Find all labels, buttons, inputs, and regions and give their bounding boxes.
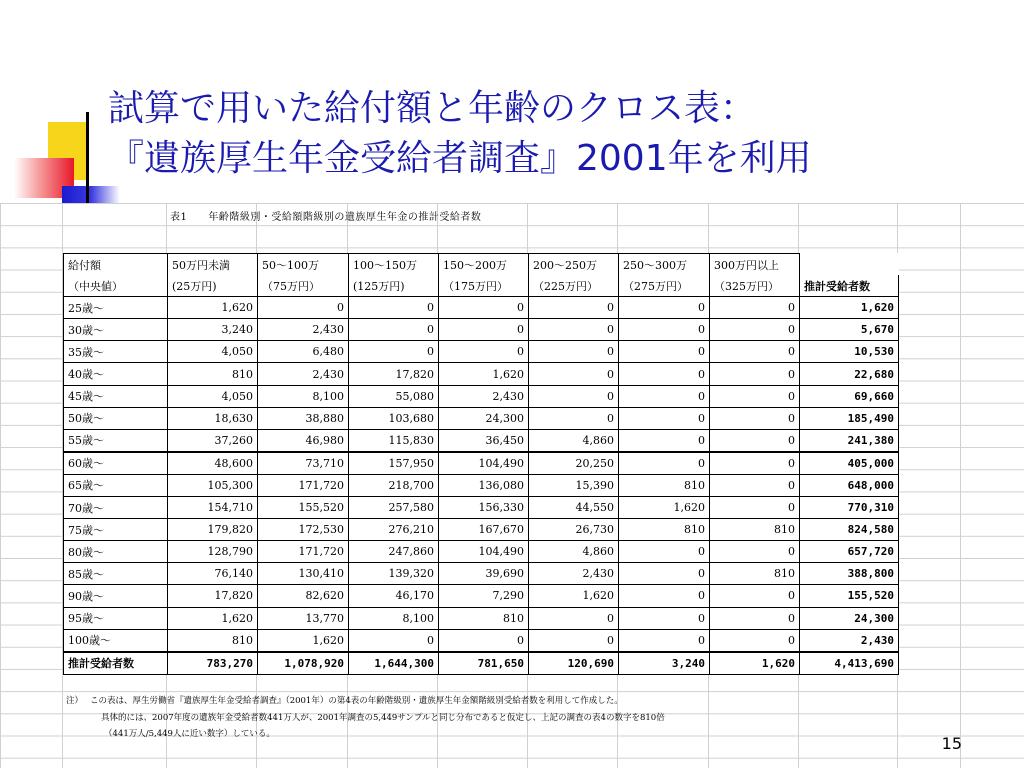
table-cell: 0 (439, 297, 529, 319)
table-row (64, 341, 899, 363)
table-cell: 810 (168, 629, 258, 652)
table-cell: 6,480 (258, 341, 349, 363)
table-cell: 104,490 (439, 452, 529, 475)
table-cell: 0 (619, 341, 710, 363)
table-cell: 120,690 (529, 652, 619, 675)
table-cell: 810 (439, 607, 529, 629)
table-row (64, 474, 899, 496)
data-table-body (64, 254, 899, 675)
table-cell: 17,820 (349, 363, 439, 385)
row-total: 155,520 (800, 585, 899, 607)
column-header: (125万円) (349, 275, 439, 297)
table-cell: 44,550 (529, 497, 619, 519)
table-cell: 8,100 (349, 607, 439, 629)
table-cell: 20,250 (529, 452, 619, 475)
column-header: 200～250万 (529, 254, 619, 276)
table-cell: 0 (439, 629, 529, 652)
table-cell: 276,210 (349, 519, 439, 541)
table-cell: 46,170 (349, 585, 439, 607)
row-total: 241,380 (800, 429, 899, 452)
table-cell: 0 (710, 297, 800, 319)
row-label: 35歳～ (64, 341, 168, 363)
row-total: 185,490 (800, 407, 899, 429)
table-cell: 3,240 (619, 652, 710, 675)
table-cell: 179,820 (168, 519, 258, 541)
row-total: 1,620 (800, 297, 899, 319)
table-cell: 0 (529, 385, 619, 407)
table-cell: 810 (168, 363, 258, 385)
table-cell: 218,700 (349, 474, 439, 496)
row-label: 95歳～ (64, 607, 168, 629)
table-cell: 1,620 (168, 297, 258, 319)
column-header: 50万円未満 (168, 254, 258, 276)
table-cell: 0 (710, 341, 800, 363)
table-cell: 0 (710, 319, 800, 341)
table-cell: 0 (710, 452, 800, 475)
row-total: 770,310 (800, 497, 899, 519)
table-cell: 0 (710, 407, 800, 429)
row-total: 648,000 (800, 474, 899, 496)
table-row (64, 629, 899, 652)
row-total: 388,800 (800, 563, 899, 585)
table-cell: 115,830 (349, 429, 439, 452)
table-cell: 0 (619, 541, 710, 563)
table-cell: 0 (710, 541, 800, 563)
table-cell: 103,680 (349, 407, 439, 429)
row-label: 30歳～ (64, 319, 168, 341)
column-header: 250～300万 (619, 254, 710, 276)
table-cell: 48,600 (168, 452, 258, 475)
table-row (64, 319, 899, 341)
table-row (64, 607, 899, 629)
table-cell: 167,670 (439, 519, 529, 541)
table-cell: 1,078,920 (258, 652, 349, 675)
table-row (64, 297, 899, 319)
table-cell: 157,950 (349, 452, 439, 475)
table-cell: 172,530 (258, 519, 349, 541)
slide-title-line-1: 試算で用いた給付額と年齢のクロス表： (108, 88, 757, 129)
table-cell: 0 (439, 319, 529, 341)
row-total: 824,580 (800, 519, 899, 541)
table-cell: 24,300 (439, 407, 529, 429)
row-label: 70歳～ (64, 497, 168, 519)
table-cell: 39,690 (439, 563, 529, 585)
table-cell: 36,450 (439, 429, 529, 452)
table-cell: 4,860 (529, 541, 619, 563)
total-row (64, 652, 899, 675)
row-total: 2,430 (800, 629, 899, 652)
table-cell: 4,860 (529, 429, 619, 452)
column-header: （225万円） (529, 275, 619, 297)
table-cell: 15,390 (529, 474, 619, 496)
table-cell: 0 (710, 429, 800, 452)
table-cell: 0 (349, 297, 439, 319)
column-header: （75万円） (258, 275, 349, 297)
table-cell: 0 (619, 363, 710, 385)
table-cell: 128,790 (168, 541, 258, 563)
row-label: 40歳～ (64, 363, 168, 385)
table-cell: 257,580 (349, 497, 439, 519)
table-cell: 0 (619, 319, 710, 341)
table-cell: 154,710 (168, 497, 258, 519)
row-label: 50歳～ (64, 407, 168, 429)
table-cell: 155,520 (258, 497, 349, 519)
table-cell: 156,330 (439, 497, 529, 519)
table-row (64, 497, 899, 519)
table-cell: 136,080 (439, 474, 529, 496)
table-cell: 0 (710, 363, 800, 385)
table-cell: 130,410 (258, 563, 349, 585)
table-cell: 4,050 (168, 385, 258, 407)
table-cell: 139,320 (349, 563, 439, 585)
table-cell: 0 (529, 341, 619, 363)
column-header: （325万円） (710, 275, 800, 297)
row-total: 405,000 (800, 452, 899, 475)
column-header: （275万円） (619, 275, 710, 297)
table-cell: 1,620 (529, 585, 619, 607)
table-caption: 表1 年齢階級別・受給額階級別の遺族厚生年金の推計受給者数 (170, 212, 482, 223)
table-cell: 0 (619, 452, 710, 475)
table-cell: 810 (619, 519, 710, 541)
table-cell: 4,050 (168, 341, 258, 363)
slide-title (108, 84, 1008, 184)
table-cell: 37,260 (168, 429, 258, 452)
row-total: 657,720 (800, 541, 899, 563)
row-label: 65歳～ (64, 474, 168, 496)
table-row (64, 452, 899, 475)
table-cell: 26,730 (529, 519, 619, 541)
table-cell: 781,650 (439, 652, 529, 675)
row-total: 4,413,690 (800, 652, 899, 675)
row-label: 45歳～ (64, 385, 168, 407)
table-cell: 0 (439, 341, 529, 363)
table-row (64, 363, 899, 385)
column-header: （175万円） (439, 275, 529, 297)
row-total: 24,300 (800, 607, 899, 629)
table-cell: 76,140 (168, 563, 258, 585)
table-row (64, 541, 899, 563)
table-cell: 810 (710, 563, 800, 585)
table-cell: 17,820 (168, 585, 258, 607)
table-row (64, 429, 899, 452)
table-cell: 7,290 (439, 585, 529, 607)
table-cell: 0 (710, 474, 800, 496)
column-header (800, 254, 899, 276)
table-row (64, 385, 899, 407)
table-cell: 46,980 (258, 429, 349, 452)
table-cell: 0 (349, 341, 439, 363)
table-cell: 0 (619, 585, 710, 607)
header-row (64, 254, 899, 276)
column-header: 推計受給者数 (800, 275, 899, 297)
table-cell: 0 (710, 629, 800, 652)
row-label: 80歳～ (64, 541, 168, 563)
table-cell: 810 (710, 519, 800, 541)
column-header: 50～100万 (258, 254, 349, 276)
table-cell: 0 (619, 607, 710, 629)
table-cell: 0 (529, 607, 619, 629)
table-cell: 2,430 (258, 319, 349, 341)
row-total: 69,660 (800, 385, 899, 407)
table-cell: 0 (619, 297, 710, 319)
column-header: 150～200万 (439, 254, 529, 276)
column-header: 給付額 (64, 254, 168, 276)
table-cell: 0 (619, 429, 710, 452)
column-header: （中央値） (64, 275, 168, 297)
table-row (64, 519, 899, 541)
row-label: 25歳～ (64, 297, 168, 319)
table-cell: 810 (619, 474, 710, 496)
table-cell: 1,620 (439, 363, 529, 385)
table-cell: 0 (619, 385, 710, 407)
table-cell: 38,880 (258, 407, 349, 429)
table-cell: 1,620 (168, 607, 258, 629)
table-cell: 0 (619, 629, 710, 652)
table-cell: 104,490 (439, 541, 529, 563)
row-total: 22,680 (800, 363, 899, 385)
row-total: 5,670 (800, 319, 899, 341)
table-cell: 0 (529, 363, 619, 385)
table-cell: 0 (619, 563, 710, 585)
column-header: (25万円) (168, 275, 258, 297)
table-row (64, 563, 899, 585)
table-cell: 171,720 (258, 474, 349, 496)
page-number: 15 (941, 734, 962, 753)
slide-title-line-2: 『遺族厚生年金受給者調査』2001年を利用 (108, 138, 812, 179)
table-cell: 0 (529, 297, 619, 319)
note-line-2: 具体的には、2007年度の遺族年金受給者数441万人が、2001年調査の5,449サンプルと同じ分布であると仮定し、上記の調査の表4の数字を810倍 (101, 713, 665, 723)
table-cell: 0 (619, 407, 710, 429)
table-cell: 3,240 (168, 319, 258, 341)
table-cell: 0 (349, 319, 439, 341)
table-cell: 1,644,300 (349, 652, 439, 675)
table-cell: 2,430 (258, 363, 349, 385)
table-cell: 0 (529, 319, 619, 341)
table-cell: 73,710 (258, 452, 349, 475)
table-cell: 0 (529, 629, 619, 652)
table-cell: 0 (710, 607, 800, 629)
table-row (64, 407, 899, 429)
table-cell: 783,270 (168, 652, 258, 675)
table-cell: 18,630 (168, 407, 258, 429)
row-label: 85歳～ (64, 563, 168, 585)
table-cell: 171,720 (258, 541, 349, 563)
note-line-3: （441万人/5,449人に近い数字）している。 (104, 729, 275, 739)
row-label: 推計受給者数 (64, 652, 168, 675)
table-cell: 0 (349, 629, 439, 652)
table-cell: 8,100 (258, 385, 349, 407)
table-cell: 0 (710, 585, 800, 607)
row-label: 60歳～ (64, 452, 168, 475)
data-table (63, 253, 899, 675)
header-row (64, 275, 899, 297)
table-cell: 2,430 (439, 385, 529, 407)
table-cell: 1,620 (619, 497, 710, 519)
table-cell: 82,620 (258, 585, 349, 607)
row-label: 90歳～ (64, 585, 168, 607)
table-cell: 0 (529, 407, 619, 429)
row-label: 75歳～ (64, 519, 168, 541)
table-cell: 0 (710, 385, 800, 407)
column-header: 100～150万 (349, 254, 439, 276)
row-label: 55歳～ (64, 429, 168, 452)
table-cell: 105,300 (168, 474, 258, 496)
row-label: 100歳～ (64, 629, 168, 652)
table-cell: 13,770 (258, 607, 349, 629)
table-cell: 55,080 (349, 385, 439, 407)
column-header: 300万円以上 (710, 254, 800, 276)
table-cell: 247,860 (349, 541, 439, 563)
table-cell: 1,620 (710, 652, 800, 675)
row-total: 10,530 (800, 341, 899, 363)
note-line-1: 注） この表は、厚生労働省『遺族厚生年金受給者調査』（2001年）の第4表の年齢階級別・遺族厚生年金額階級別受給者数を利用して作成した。 (66, 696, 623, 706)
table-cell: 0 (710, 497, 800, 519)
table-cell: 1,620 (258, 629, 349, 652)
table-cell: 2,430 (529, 563, 619, 585)
table-row (64, 585, 899, 607)
table-cell: 0 (258, 297, 349, 319)
